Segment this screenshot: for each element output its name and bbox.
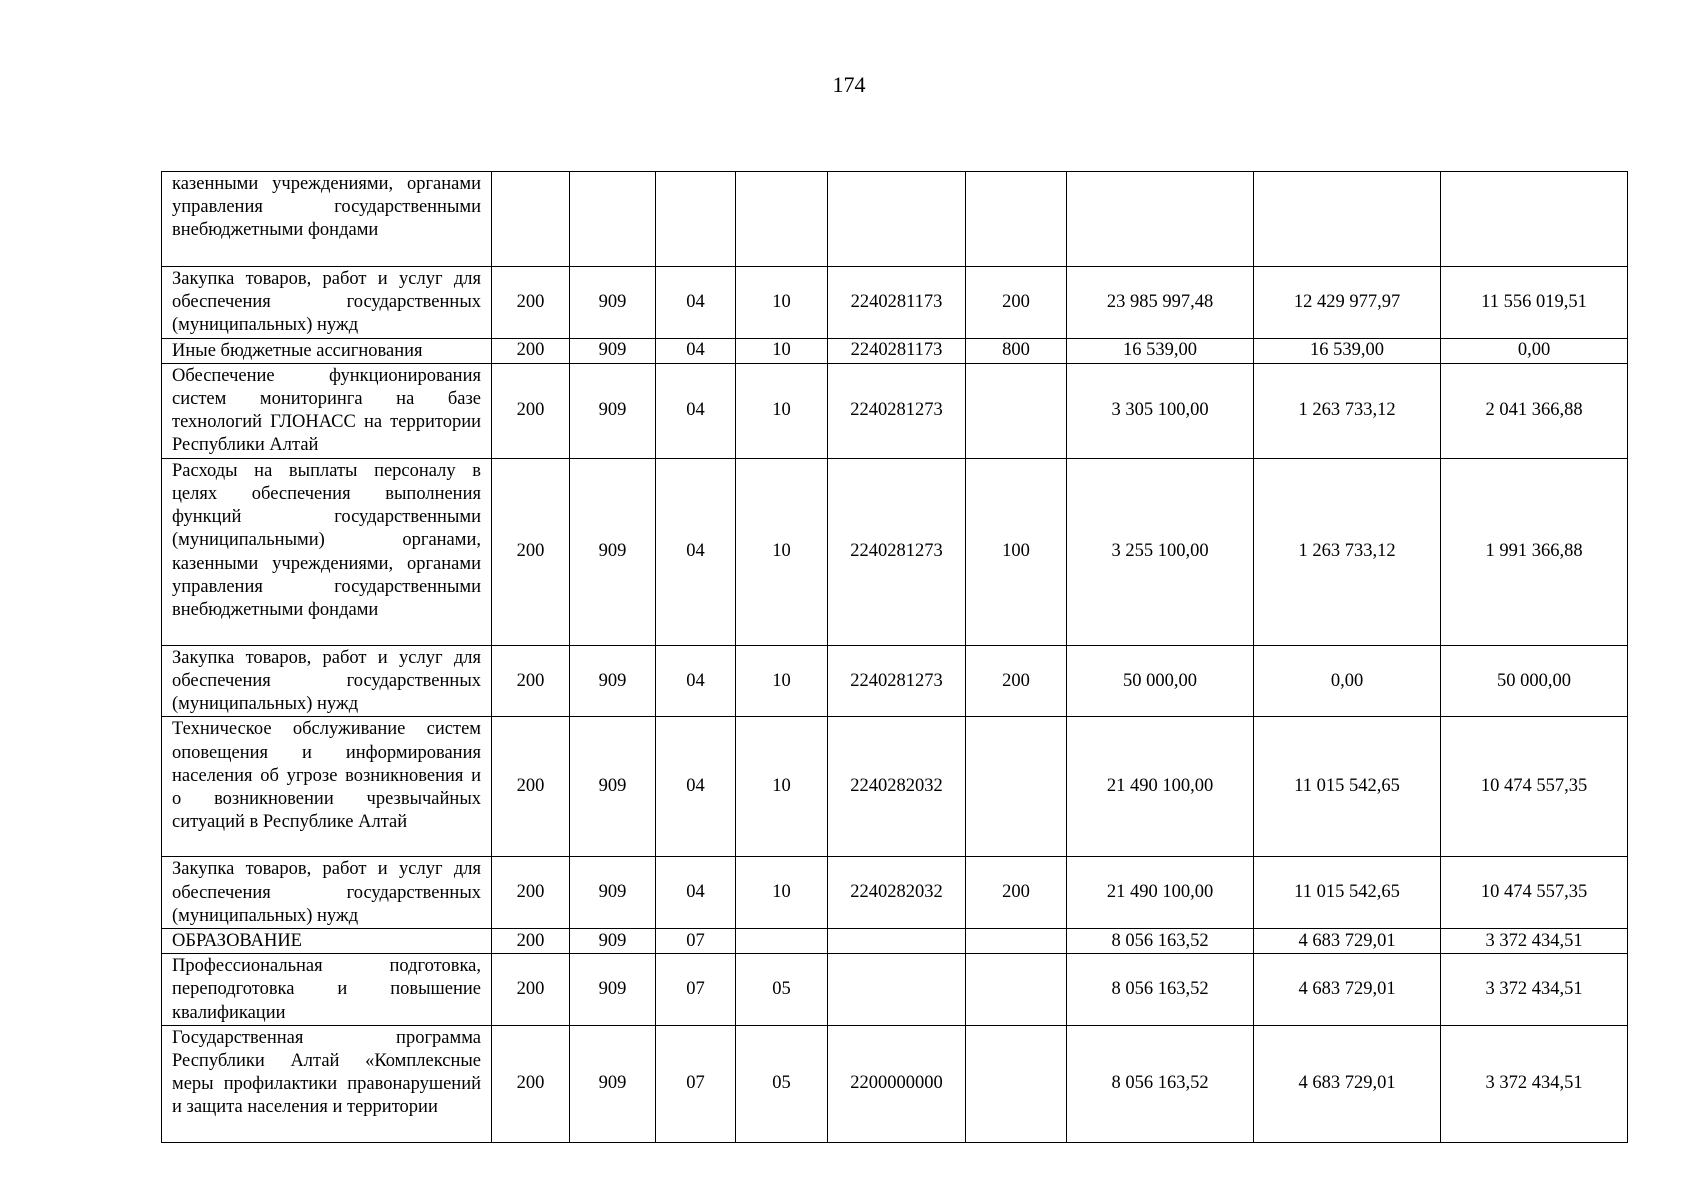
table-row [162,857,1628,929]
section-code: 07 [656,1025,736,1142]
row-name: Профессиональная подготовка, переподготовка и повышение квалификации [162,954,492,1026]
section-code [656,172,736,267]
executed-amount: 1 263 733,12 [1254,458,1441,645]
expense-type-code: 200 [966,645,1067,717]
row-name: Закупка товаров, работ и услуг для обеспечения государственных (муниципальных) нужд [162,645,492,717]
approved-amount: 3 255 100,00 [1067,458,1254,645]
subsection-code: 10 [736,363,828,458]
rzpr-code: 200 [492,857,570,929]
table-row [162,929,1628,954]
executed-amount: 4 683 729,01 [1254,1025,1441,1142]
approved-amount: 8 056 163,52 [1067,1025,1254,1142]
expense-type-code [966,929,1067,954]
table-row [162,458,1628,645]
row-name: Обеспечение функционирования систем мониторинга на базе технологий ГЛОНАСС на территории Республики Алтай [162,363,492,458]
remaining-amount: 10 474 557,35 [1441,717,1628,857]
expense-type-code: 200 [966,267,1067,339]
executed-amount: 4 683 729,01 [1254,929,1441,954]
ministry-code: 909 [570,458,656,645]
approved-amount: 16 539,00 [1067,338,1254,363]
rzpr-code: 200 [492,363,570,458]
rzpr-code: 200 [492,645,570,717]
row-name: ОБРАЗОВАНИЕ [162,929,492,954]
budget-table [161,171,1628,1143]
target-article-code [828,954,966,1026]
ministry-code [570,172,656,267]
executed-amount: 4 683 729,01 [1254,954,1441,1026]
section-code: 04 [656,267,736,339]
section-code: 04 [656,363,736,458]
section-code: 04 [656,338,736,363]
target-article-code: 2240281173 [828,267,966,339]
section-code: 07 [656,929,736,954]
section-code: 07 [656,954,736,1026]
approved-amount: 21 490 100,00 [1067,717,1254,857]
expense-type-code [966,954,1067,1026]
ministry-code: 909 [570,954,656,1026]
target-article-code: 2240281273 [828,458,966,645]
target-article-code [828,172,966,267]
row-name: Расходы на выплаты персоналу в целях обеспечения выполнения функций государственными (муниципальными) органами, казенными учреждениями, органами управления государственными внебюджетными фондами [162,458,492,645]
approved-amount: 8 056 163,52 [1067,929,1254,954]
subsection-code: 10 [736,338,828,363]
remaining-amount: 2 041 366,88 [1441,363,1628,458]
expense-type-code: 800 [966,338,1067,363]
ministry-code: 909 [570,338,656,363]
approved-amount: 21 490 100,00 [1067,857,1254,929]
subsection-code [736,929,828,954]
row-name: Закупка товаров, работ и услуг для обеспечения государственных (муниципальных) нужд [162,857,492,929]
rzpr-code: 200 [492,458,570,645]
table-row [162,338,1628,363]
subsection-code [736,172,828,267]
expense-type-code: 200 [966,857,1067,929]
ministry-code: 909 [570,929,656,954]
approved-amount: 8 056 163,52 [1067,954,1254,1026]
rzpr-code: 200 [492,1025,570,1142]
remaining-amount: 50 000,00 [1441,645,1628,717]
rzpr-code: 200 [492,954,570,1026]
expense-type-code: 100 [966,458,1067,645]
table-row [162,954,1628,1026]
executed-amount: 0,00 [1254,645,1441,717]
expense-type-code [966,172,1067,267]
ministry-code: 909 [570,717,656,857]
rzpr-code: 200 [492,267,570,339]
remaining-amount [1441,172,1628,267]
ministry-code: 909 [570,267,656,339]
remaining-amount: 3 372 434,51 [1441,1025,1628,1142]
ministry-code: 909 [570,857,656,929]
subsection-code: 10 [736,857,828,929]
subsection-code: 10 [736,717,828,857]
remaining-amount: 3 372 434,51 [1441,929,1628,954]
executed-amount: 1 263 733,12 [1254,363,1441,458]
ministry-code: 909 [570,363,656,458]
rzpr-code [492,172,570,267]
remaining-amount: 1 991 366,88 [1441,458,1628,645]
executed-amount: 12 429 977,97 [1254,267,1441,339]
table-row [162,363,1628,458]
subsection-code: 10 [736,458,828,645]
expense-type-code [966,1025,1067,1142]
remaining-amount: 3 372 434,51 [1441,954,1628,1026]
ministry-code: 909 [570,1025,656,1142]
target-article-code: 2240281173 [828,338,966,363]
table-row [162,1025,1628,1142]
remaining-amount: 10 474 557,35 [1441,857,1628,929]
table-row [162,717,1628,857]
rzpr-code: 200 [492,338,570,363]
row-name: Техническое обслуживание систем оповещения и информирования населения об угрозе возникновения и о возникновении чрезвычайных ситуаций в Республике Алтай [162,717,492,857]
section-code: 04 [656,458,736,645]
rzpr-code: 200 [492,717,570,857]
subsection-code: 05 [736,1025,828,1142]
table-row [162,645,1628,717]
target-article-code [828,929,966,954]
row-name: Иные бюджетные ассигнования [162,338,492,363]
subsection-code: 10 [736,645,828,717]
ministry-code: 909 [570,645,656,717]
remaining-amount: 11 556 019,51 [1441,267,1628,339]
section-code: 04 [656,717,736,857]
target-article-code: 2240281273 [828,363,966,458]
executed-amount: 16 539,00 [1254,338,1441,363]
expense-type-code [966,363,1067,458]
target-article-code: 2240282032 [828,857,966,929]
section-code: 04 [656,857,736,929]
approved-amount: 3 305 100,00 [1067,363,1254,458]
table-row [162,267,1628,339]
subsection-code: 10 [736,267,828,339]
rzpr-code: 200 [492,929,570,954]
approved-amount: 50 000,00 [1067,645,1254,717]
remaining-amount: 0,00 [1441,338,1628,363]
row-name: Государственная программа Республики Алтай «Комплексные меры профилактики правонарушений и защита населения и территории [162,1025,492,1142]
target-article-code: 2200000000 [828,1025,966,1142]
expense-type-code [966,717,1067,857]
approved-amount [1067,172,1254,267]
subsection-code: 05 [736,954,828,1026]
executed-amount: 11 015 542,65 [1254,717,1441,857]
target-article-code: 2240282032 [828,717,966,857]
row-name: Закупка товаров, работ и услуг для обеспечения государственных (муниципальных) нужд [162,267,492,339]
row-name: казенными учреждениями, органами управления государственными внебюджетными фондами [162,172,492,267]
approved-amount: 23 985 997,48 [1067,267,1254,339]
executed-amount: 11 015 542,65 [1254,857,1441,929]
executed-amount [1254,172,1441,267]
section-code: 04 [656,645,736,717]
target-article-code: 2240281273 [828,645,966,717]
table-row [162,172,1628,267]
page-number: 174 [832,72,866,97]
